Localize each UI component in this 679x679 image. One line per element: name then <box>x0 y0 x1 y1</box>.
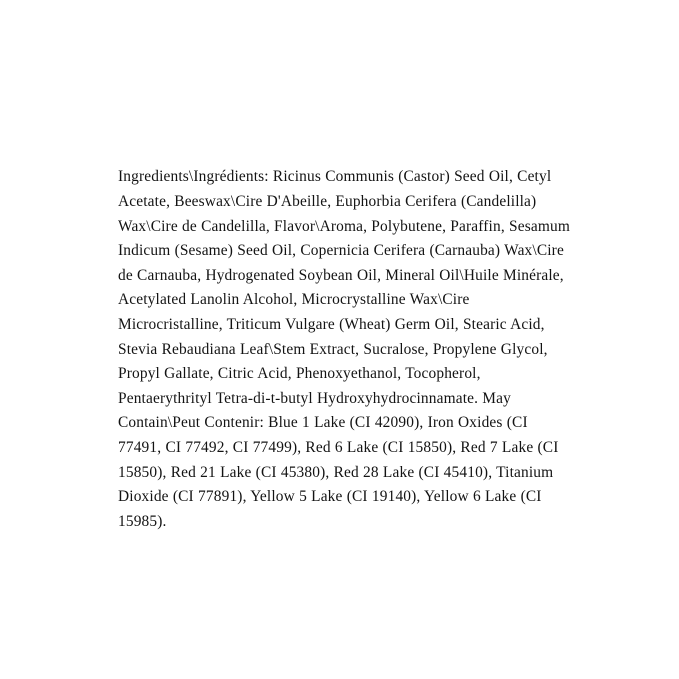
ingredients-paragraph: Ingredients\Ingrédients: Ricinus Communis (Castor) Seed Oil, Cetyl Acetate, Beeswax\Cire D'Abeille, Euphorbia Cerifera (Candelilla) Wax\Cire de Candelilla, Flavor\Aroma, Polybutene, Paraffin, Sesamum Indicum (Sesame) Seed Oil, Copernicia Cerifera (Carnauba) Wax\Cire de Carnauba, Hydrogenated Soybean Oil, Mineral Oil\Huile Minérale, Acetylated Lanolin Alcohol, Microcrystalline Wax\Cire Microcristalline, Triticum Vulgare (Wheat) Germ Oil, Stearic Acid, Stevia Rebaudiana Leaf\Stem Extract, Sucralose, Propylene Glycol, Propyl Gallate, Citric Acid, Phenoxyethanol, Tocopherol, Pentaerythrityl Tetra-di-t-butyl Hydroxyhydrocinnamate. May Contain\Peut Contenir: Blue 1 Lake (CI 42090), Iron Oxides (CI 77491, CI 77492, CI 77499), Red 6 Lake (CI 15850), Red 7 Lake (CI 15850), Red 21 Lake (CI 45380), Red 28 Lake (CI 45410), Titanium Dioxide (CI 77891), Yellow 5 Lake (CI 19140), Yellow 6 Lake (CI 15985). <box>118 168 575 530</box>
ingredients-block <box>118 150 575 550</box>
